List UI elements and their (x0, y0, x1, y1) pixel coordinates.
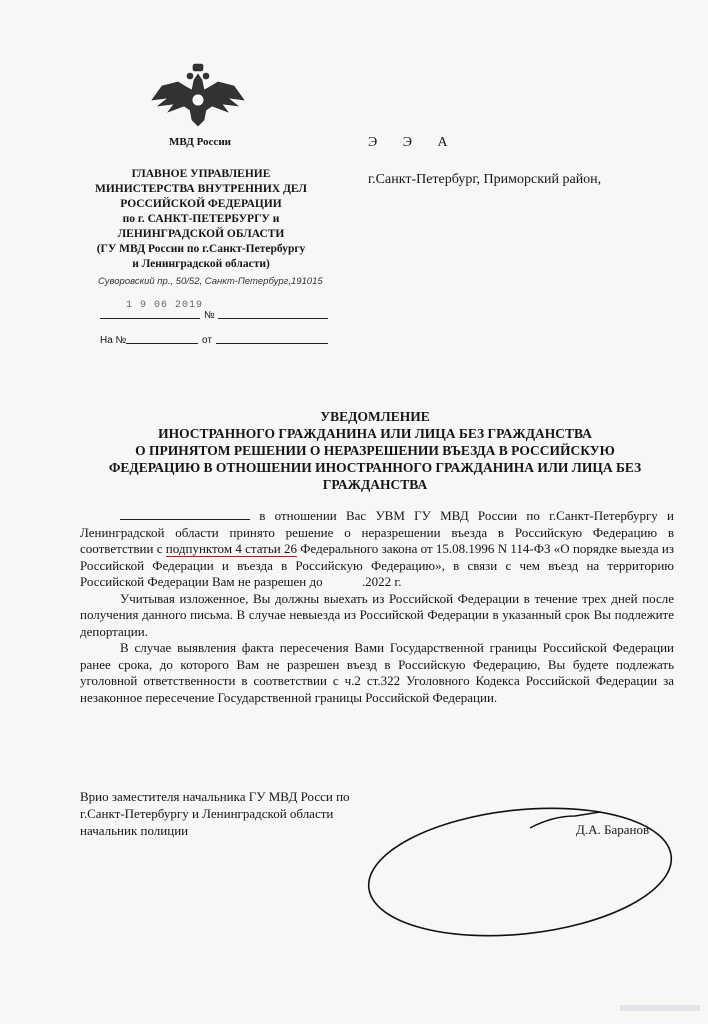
from-date-line (216, 343, 328, 344)
paragraph-text: Федерального закона от 15.08.1996 N 114-ФЗ «О порядке выезда из Российской Федерации и въезда в Российскую Федерацию», в связи с чем въезд на территорию Российской Федерации Вам не разрешен до (80, 541, 675, 589)
on-number-label: На № (100, 335, 127, 346)
paragraph-liability: В случае выявления факта пересечения Вами Государственной границы Российской Федерации ранее срока, до которого Вам не разрешен въезд в Российскую Федерацию, Вы будете подлежать уголовной ответственности в соответствии с ч.2 ст.322 Уголовного Кодекса Российской Федерации за незаконное пересечение Государственной границы Российской Федерации. (80, 640, 674, 705)
org-line: и Ленинградской области) (132, 258, 270, 270)
org-address: Суворовский пр., 50/52, Санкт-Петербург,191015 (98, 276, 323, 287)
scan-artifact (620, 1005, 700, 1011)
paragraph-text: в отношении Вас УВМ ГУ МВД России по г.Санкт-Петербургу и Ленинградской области принято решение о неразрешении въезда в Российскую Федерацию в соответствии с (80, 508, 674, 556)
title-line: УВЕДОМЛЕНИЕ (320, 409, 430, 424)
title-line: ГРАЖДАНСТВА (322, 477, 428, 492)
ban-until-date: .2022 г. (361, 574, 402, 589)
org-line: ЛЕНИНГРАДСКОЙ ОБЛАСТИ (117, 228, 285, 240)
highlighted-legal-reference: подпунктом 4 статьи 26 (165, 541, 297, 556)
document-title (80, 408, 670, 493)
position-line: начальник полиции (80, 823, 189, 838)
title-line: ФЕДЕРАЦИЮ В ОТНОШЕНИИ ИНОСТРАННОГО ГРАЖДАНИНА ИЛИ ЛИЦА БЕЗ (108, 460, 642, 475)
paragraph-departure: Учитывая изложенное, Вы должны выехать из Российской Федерации в течение трех дней после получения данного письма. В случае невыезда из Российской Федерации в указанный срок Вы подлежите депортации. (80, 590, 674, 639)
number-label: № (204, 310, 215, 321)
signatory-position (80, 788, 350, 839)
org-line: (ГУ МВД России по г.Санкт-Петербургу (96, 243, 306, 255)
org-short-name: МВД России (168, 136, 231, 148)
reg-number-line (218, 318, 328, 319)
recipient-location: г.Санкт-Петербург, Приморский район, (368, 172, 602, 187)
from-label: от (202, 335, 212, 346)
on-number-line (126, 343, 198, 344)
recipient-name: Э Э А (368, 135, 448, 150)
document-body (80, 508, 674, 706)
org-line: ГЛАВНОЕ УПРАВЛЕНИЕ (131, 168, 271, 180)
reg-date-line (100, 318, 200, 319)
handwritten-signature-icon (360, 790, 690, 940)
title-line: ИНОСТРАННОГО ГРАЖДАНИНА ИЛИ ЛИЦА БЕЗ ГРАЖДАНСТВА (158, 426, 592, 441)
position-line: Врио заместителя начальника ГУ МВД Росси по (80, 789, 350, 804)
org-line: МИНИСТЕРСТВА ВНУТРЕННИХ ДЕЛ (94, 183, 308, 195)
position-line: г.Санкт-Петербургу и Ленинградской области (80, 806, 334, 821)
paragraph-decision (80, 508, 674, 591)
signer-name: Д.А. Баранов (576, 822, 650, 837)
blank-date-line (120, 508, 250, 520)
date-stamp: 1 9 06 2019 (126, 300, 204, 311)
org-name-block (92, 167, 310, 272)
double-headed-eagle-icon (148, 60, 248, 130)
org-line: РОССИЙСКОЙ ФЕДЕРАЦИИ (120, 198, 282, 210)
title-line: О ПРИНЯТОМ РЕШЕНИИ О НЕРАЗРЕШЕНИИ ВЪЕЗДА В РОССИЙСКУЮ (135, 443, 615, 458)
org-line: по г. САНКТ-ПЕТЕРБУРГУ и (122, 213, 280, 225)
